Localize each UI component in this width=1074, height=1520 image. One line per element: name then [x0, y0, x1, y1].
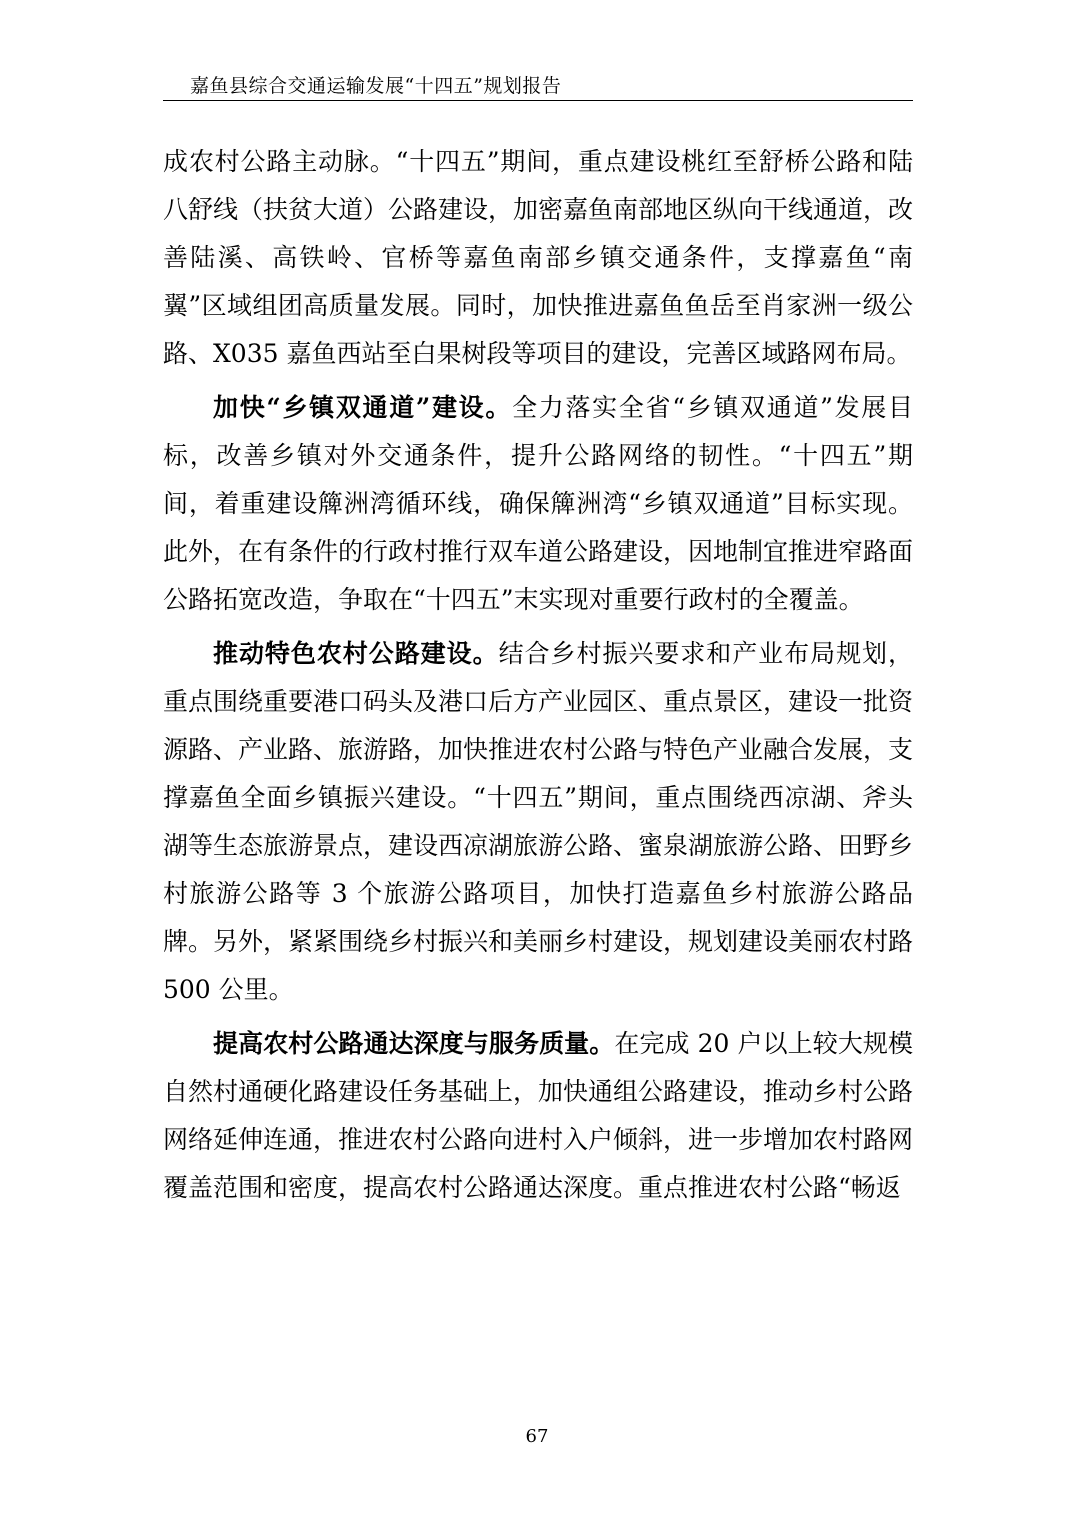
running-header: 嘉鱼县综合交通运输发展“十四五”规划报告 — [190, 75, 562, 97]
header-divider — [163, 100, 913, 101]
paragraph-township-dual-channel — [163, 384, 913, 624]
paragraph-text: 成农村公路主动脉。“十四五”期间，重点建设桃红至舒桥公路和陆八舒线（扶贫大道）公路建设，加密嘉鱼南部地区纵向干线通道，改善陆溪、高铁岭、官桥等嘉鱼南部乡镇交通条件，支撑嘉鱼“南翼”区域组团高质量发展。同时，加快推进嘉鱼鱼岳至肖家洲一级公路、X035 嘉鱼西站至白果树段等项目的建设，完善区域路网布局。 — [163, 147, 914, 368]
paragraph-access-depth-service — [163, 1020, 913, 1212]
paragraph-text: 结合乡村振兴要求和产业布局规划，重点围绕重要港口码头及港口后方产业园区、重点景区，建设一批资源路、产业路、旅游路，加快推进农村公路与特色产业融合发展，支撑嘉鱼全面乡镇振兴建设。“十四五”期间，重点围绕西凉湖、斧头湖等生态旅游景点，建设西凉湖旅游公路、蜜泉湖旅游公路、田野乡村旅游公路等 3 个旅游公路项目，加快打造嘉鱼乡村旅游公路品牌。另外，紧紧围绕乡村振兴和美丽乡村建设，规划建设美丽农村路 500 公里。 — [163, 639, 914, 1004]
paragraph-lead: 加快“乡镇双通道”建设。 — [213, 393, 513, 422]
paragraph-featured-rural-roads — [163, 630, 913, 1014]
paragraph-text: 全力落实全省“乡镇双通道”发展目标，改善乡镇对外交通条件，提升公路网络的韧性。“十四五”期间，着重建设簰洲湾循环线，确保簰洲湾“乡镇双通道”目标实现。此外，在有条件的行政村推行双车道公路建设，因地制宜推进窄路面公路拓宽改造，争取在“十四五”末实现对重要行政村的全覆盖。 — [163, 393, 914, 614]
paragraph-continued — [163, 138, 913, 378]
document-body — [163, 138, 913, 1212]
paragraph-lead: 推动特色农村公路建设。 — [213, 639, 499, 668]
paragraph-text: 在完成 20 户以上较大规模自然村通硬化路建设任务基础上，加快通组公路建设，推动乡村公路网络延伸连通，推进农村公路向进村入户倾斜，进一步增加农村路网覆盖范围和密度，提高农村公路通达深度。重点推进农村公路“畅返 — [163, 1029, 914, 1202]
page-number: 67 — [525, 1426, 549, 1447]
paragraph-lead: 提高农村公路通达深度与服务质量。 — [213, 1029, 615, 1058]
